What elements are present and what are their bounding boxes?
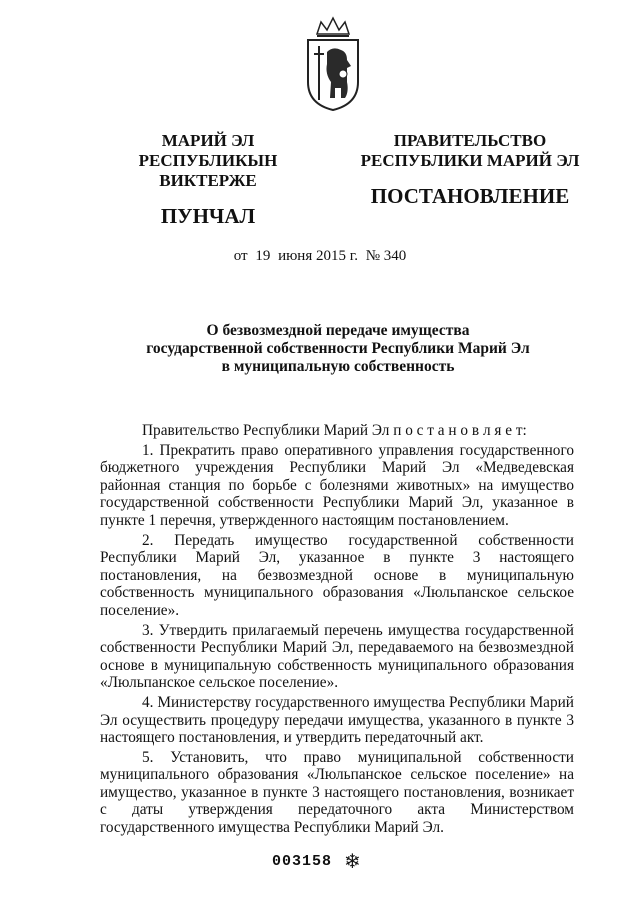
header-right-line1: ПРАВИТЕЛЬСТВО: [393, 131, 547, 150]
header-right-line2: РЕСПУБЛИКИ МАРИЙ ЭЛ: [360, 151, 580, 170]
subject-line2: государственной собственности Республики Марий Эл: [146, 340, 530, 357]
subject-line1: О безвозмездной передаче имущества: [206, 322, 470, 339]
body-item-5: 5. Установить, что право муниципальной собственности муниципального образования «Люльпанское сельское поселение» на имущество, указанное в пункте 3 настоящего постановления, возникает с даты утверждения передаточного акта Министерством государственного имущества Республики Марий Эл.: [100, 748, 574, 837]
snowflake-icon: ❄: [344, 851, 361, 873]
document-body: [100, 422, 574, 839]
subject-line3: в муниципальную собственность: [221, 358, 455, 375]
serial-number: 003158: [272, 853, 333, 870]
date-prefix: от: [233, 248, 248, 264]
body-item-1: 1. Прекратить право оперативного управления государственного бюджетного учреждения Республики Марий Эл «Медведевская районная станция по борьбе с болезнями животных» на имущество государственной собственности Республики Марий Эл, указанное в пункте 1 перечня, утвержденного настоящим постановлением.: [100, 441, 574, 529]
header-left: [92, 131, 324, 229]
date-day: 19: [255, 248, 271, 264]
header-right: [350, 131, 590, 209]
document-subject: [100, 322, 576, 376]
document-number: № 340: [365, 248, 407, 264]
header-left-line1: МАРИЙ ЭЛ РЕСПУБЛИКЫН: [138, 131, 278, 170]
date-line: [0, 248, 640, 265]
coat-of-arms-icon: [303, 12, 363, 112]
body-item-3: 3. Утвердить прилагаемый перечень имущества государственной собственности Республики Марий Эл, передаваемого на безвозмездной основе в муниципальную собственность муниципального образования «Люльпанское сельское поселение».: [100, 621, 574, 692]
header-right-doc-type: ПОСТАНОВЛЕНИЕ: [370, 184, 570, 208]
body-intro: Правительство Республики Марий Эл п о с т а н о в л я е т:: [142, 422, 527, 439]
body-item-4: 4. Министерству государственного имущества Республики Марий Эл осуществить процедуру передачи имущества, указанного в пункте 3 настоящего постановления, и утвердить передаточный акт.: [100, 693, 574, 747]
header-left-line2: ВИКТЕРЖЕ: [159, 171, 257, 190]
body-item-2: 2. Передать имущество государственной собственности Республики Марий Эл, указанное в пункте 3 настоящего постановления, на безвозмездной основе в муниципальную собственность муниципального образования «Люльпанское сельское поселение».: [100, 531, 574, 619]
date-month-year: июня 2015 г.: [278, 248, 358, 264]
header-left-doc-type: ПУНЧАЛ: [160, 204, 256, 228]
